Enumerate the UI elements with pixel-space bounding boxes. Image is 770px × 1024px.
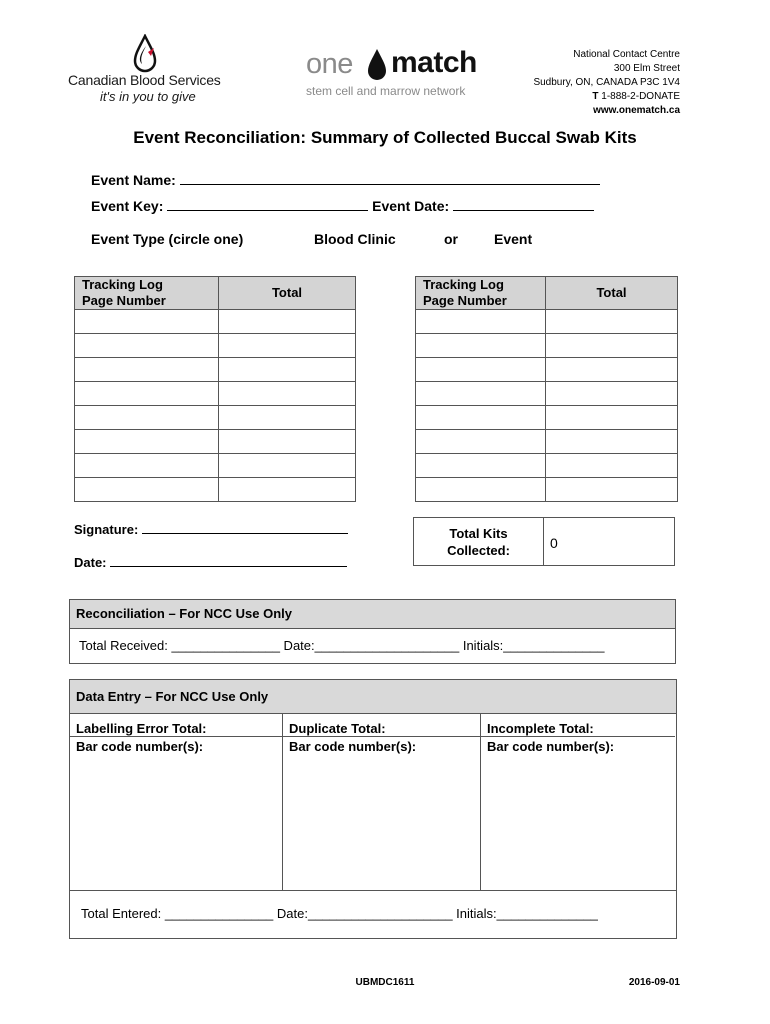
contact-line-3: Sudbury, ON, CANADA P3C 1V4 <box>533 77 680 88</box>
total-kits-value[interactable]: 0 <box>550 535 558 551</box>
table-cell[interactable] <box>75 382 219 406</box>
tracking-log-header-line1: Tracking Log <box>82 277 163 292</box>
table-cell[interactable] <box>416 430 546 454</box>
event-key-row <box>91 196 594 214</box>
table-row <box>416 382 678 406</box>
table-row <box>416 406 678 430</box>
table-cell[interactable] <box>416 358 546 382</box>
event-key-field[interactable] <box>167 196 368 211</box>
contact-line-2: 300 Elm Street <box>613 63 680 74</box>
table-cell[interactable] <box>219 478 356 502</box>
table-cell[interactable] <box>416 382 546 406</box>
blood-drop-icon <box>130 34 160 74</box>
total-kits-label <box>414 518 544 565</box>
table-cell[interactable] <box>75 430 219 454</box>
reconciliation-section <box>69 599 676 664</box>
date-label: Date: <box>74 555 107 570</box>
table-cell[interactable] <box>416 310 546 334</box>
table-cell[interactable] <box>416 334 546 358</box>
signature-field[interactable] <box>142 519 348 534</box>
event-name-field[interactable] <box>180 170 600 185</box>
table-cell[interactable] <box>546 478 678 502</box>
table-row <box>416 310 678 334</box>
event-key-label: Event Key: <box>91 198 164 214</box>
table-cell[interactable] <box>75 406 219 430</box>
table-cell[interactable] <box>416 406 546 430</box>
table-cell[interactable] <box>75 454 219 478</box>
barcode-label: Bar code number(s): <box>487 739 615 754</box>
barcode-label: Bar code number(s): <box>76 739 204 754</box>
tracking-log-header-line2: Page Number <box>82 293 166 308</box>
contact-line-1: National Contact Centre <box>573 49 680 60</box>
table-cell[interactable] <box>546 358 678 382</box>
data-entry-line[interactable]: Total Entered: _______________ Date:____________________ Initials:______________ <box>81 906 598 921</box>
table-row <box>75 310 356 334</box>
table-row <box>75 406 356 430</box>
table-row <box>416 478 678 502</box>
incomplete-column[interactable] <box>481 714 676 890</box>
reconciliation-heading: Reconciliation – For NCC Use Only <box>70 600 675 629</box>
divider <box>70 736 675 737</box>
table-row <box>75 334 356 358</box>
table-row <box>416 334 678 358</box>
event-name-row <box>91 170 600 188</box>
duplicate-title: Duplicate Total: <box>289 721 386 736</box>
event-name-label: Event Name: <box>91 172 176 188</box>
tracking-log-header-line1: Tracking Log <box>423 277 504 292</box>
table-row <box>75 478 356 502</box>
data-entry-section <box>69 679 677 939</box>
table-cell[interactable] <box>546 382 678 406</box>
table-cell[interactable] <box>75 358 219 382</box>
table-cell[interactable] <box>416 454 546 478</box>
event-date-label: Event Date: <box>372 198 450 214</box>
tracking-log-header <box>75 277 219 310</box>
tracking-log-header-line2: Page Number <box>423 293 507 308</box>
contact-block <box>533 48 680 118</box>
page-title: Event Reconciliation: Summary of Collected Buccal Swab Kits <box>133 128 637 147</box>
event-type-label: Event Type (circle one) <box>91 231 244 247</box>
table-row <box>75 382 356 406</box>
table-cell[interactable] <box>219 406 356 430</box>
table-cell[interactable] <box>75 334 219 358</box>
divider <box>70 890 676 891</box>
contact-web: www.onematch.ca <box>593 105 680 116</box>
table-cell[interactable] <box>219 382 356 406</box>
onematch-logo-one: one <box>306 48 353 80</box>
form-date: 2016-09-01 <box>628 977 680 988</box>
barcode-label: Bar code number(s): <box>289 739 417 754</box>
table-cell[interactable] <box>416 478 546 502</box>
total-header: Total <box>219 277 356 310</box>
table-row <box>416 358 678 382</box>
event-date-field[interactable] <box>453 196 594 211</box>
table-cell[interactable] <box>546 334 678 358</box>
onematch-drop-icon <box>365 48 389 82</box>
total-kits-label-line1: Total Kits <box>449 525 508 541</box>
cbs-logo-name: Canadian Blood Services <box>68 72 221 88</box>
form-code: UBMDC1611 <box>355 977 415 988</box>
table-cell[interactable] <box>219 334 356 358</box>
table-cell[interactable] <box>75 478 219 502</box>
table-cell[interactable] <box>219 430 356 454</box>
phone-number: 1-888-2-DONATE <box>601 91 680 102</box>
duplicate-column[interactable] <box>283 714 481 890</box>
table-row <box>416 454 678 478</box>
signature-row <box>74 519 348 537</box>
event-type-event[interactable]: Event <box>494 231 533 247</box>
tracking-log-header <box>416 277 546 310</box>
event-type-blood-clinic[interactable]: Blood Clinic <box>314 231 396 247</box>
table-row <box>75 430 356 454</box>
cbs-logo-tagline: it's in you to give <box>100 89 196 104</box>
table-cell[interactable] <box>546 430 678 454</box>
table-cell[interactable] <box>219 454 356 478</box>
tracking-log-table-right <box>415 276 678 502</box>
total-kits-label-line2: Collected: <box>447 542 510 558</box>
table-cell[interactable] <box>75 310 219 334</box>
onematch-logo-tagline: stem cell and marrow network <box>306 84 466 98</box>
table-row <box>75 358 356 382</box>
signature-label: Signature: <box>74 522 139 537</box>
incomplete-title: Incomplete Total: <box>487 721 594 736</box>
data-entry-heading: Data Entry – For NCC Use Only <box>70 680 676 714</box>
date-field[interactable] <box>110 552 347 567</box>
tracking-log-table-left <box>74 276 356 502</box>
table-row <box>416 430 678 454</box>
table-cell[interactable] <box>546 406 678 430</box>
total-kits-box <box>413 517 675 566</box>
table-cell[interactable] <box>219 310 356 334</box>
table-cell[interactable] <box>546 454 678 478</box>
onematch-logo-match: match <box>391 46 477 79</box>
event-type-or: or <box>444 231 458 247</box>
total-header: Total <box>546 277 678 310</box>
table-cell[interactable] <box>219 358 356 382</box>
phone-prefix: T <box>592 91 599 102</box>
contact-phone <box>533 90 680 104</box>
labelling-error-title: Labelling Error Total: <box>76 721 207 736</box>
reconciliation-line[interactable]: Total Received: _______________ Date:____________________ Initials:______________ <box>79 638 605 653</box>
table-cell[interactable] <box>546 310 678 334</box>
date-row <box>74 552 347 570</box>
labelling-error-column[interactable] <box>70 714 283 890</box>
table-row <box>75 454 356 478</box>
